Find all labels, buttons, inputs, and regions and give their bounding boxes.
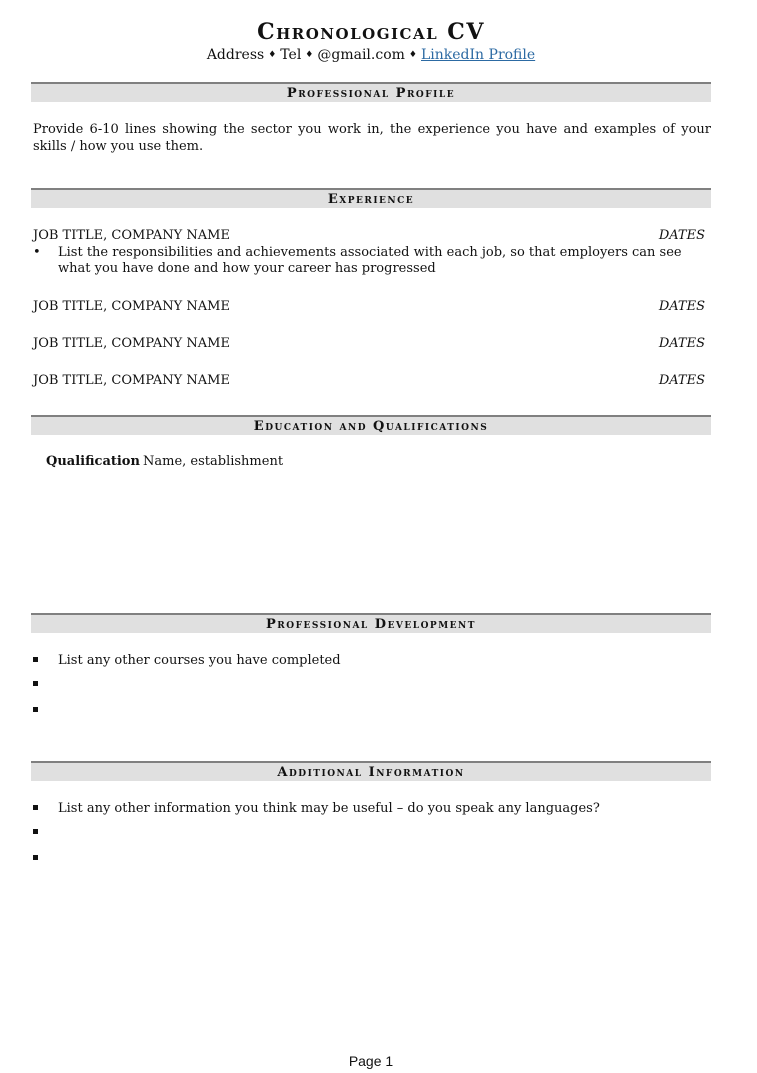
square-bullet-icon — [33, 805, 38, 810]
page-number: Page 1 — [348, 1053, 394, 1069]
qualification-value: Name, establishment — [143, 454, 284, 469]
diamond-separator-icon: ♦ — [408, 50, 417, 60]
contact-email: @gmail.com — [317, 47, 405, 63]
job-dates: DATES — [658, 373, 705, 388]
square-bullet-icon — [33, 829, 38, 834]
section-heading-additional: Additional Information — [31, 761, 711, 781]
list-item — [33, 850, 709, 867]
list-item — [33, 800, 709, 817]
job-entry — [33, 298, 705, 315]
contact-tel: Tel — [280, 47, 302, 63]
square-bullet-icon — [33, 681, 38, 686]
list-item — [33, 824, 709, 841]
list-item — [33, 702, 709, 719]
section-heading-experience: Experience — [31, 188, 711, 208]
job-dates: DATES — [658, 299, 705, 314]
contact-line — [0, 47, 742, 63]
job-title: JOB TITLE, COMPANY NAME — [33, 228, 230, 243]
section-heading-profile: Professional Profile — [31, 82, 711, 102]
job-title: JOB TITLE, COMPANY NAME — [33, 299, 230, 314]
qualification-label: Qualification — [46, 454, 140, 469]
job-entry — [33, 372, 705, 389]
contact-address: Address — [206, 47, 265, 63]
list-item — [33, 676, 709, 693]
job-bullet-text: List the responsibilities and achievements associated with each job, so that employers can see what you have done and how your career has progressed — [58, 245, 682, 276]
job-title: JOB TITLE, COMPANY NAME — [33, 373, 230, 388]
qualification-row — [46, 453, 283, 470]
job-dates: DATES — [658, 336, 705, 351]
job-bullet — [33, 245, 709, 279]
list-item-text: List any other information you think may be useful – do you speak any languages? — [58, 801, 600, 816]
section-heading-development: Professional Development — [31, 613, 711, 633]
list-item-text: List any other courses you have completed — [58, 653, 341, 668]
section-heading-education: Education and Qualifications — [31, 415, 711, 435]
job-dates: DATES — [658, 228, 705, 243]
diamond-separator-icon: ♦ — [268, 50, 277, 60]
cv-title: Chronological CV — [257, 19, 485, 45]
square-bullet-icon — [33, 855, 38, 860]
bullet-icon: • — [33, 245, 41, 260]
profile-text: Provide 6-10 lines showing the sector you work in, the experience you have and examples of your skills / how you use them. — [33, 122, 711, 154]
square-bullet-icon — [33, 707, 38, 712]
list-item — [33, 652, 709, 669]
job-entry — [33, 335, 705, 352]
linkedin-link[interactable]: LinkedIn Profile — [421, 47, 536, 63]
job-title: JOB TITLE, COMPANY NAME — [33, 336, 230, 351]
job-entry — [33, 227, 705, 244]
square-bullet-icon — [33, 657, 38, 662]
diamond-separator-icon: ♦ — [305, 50, 314, 60]
